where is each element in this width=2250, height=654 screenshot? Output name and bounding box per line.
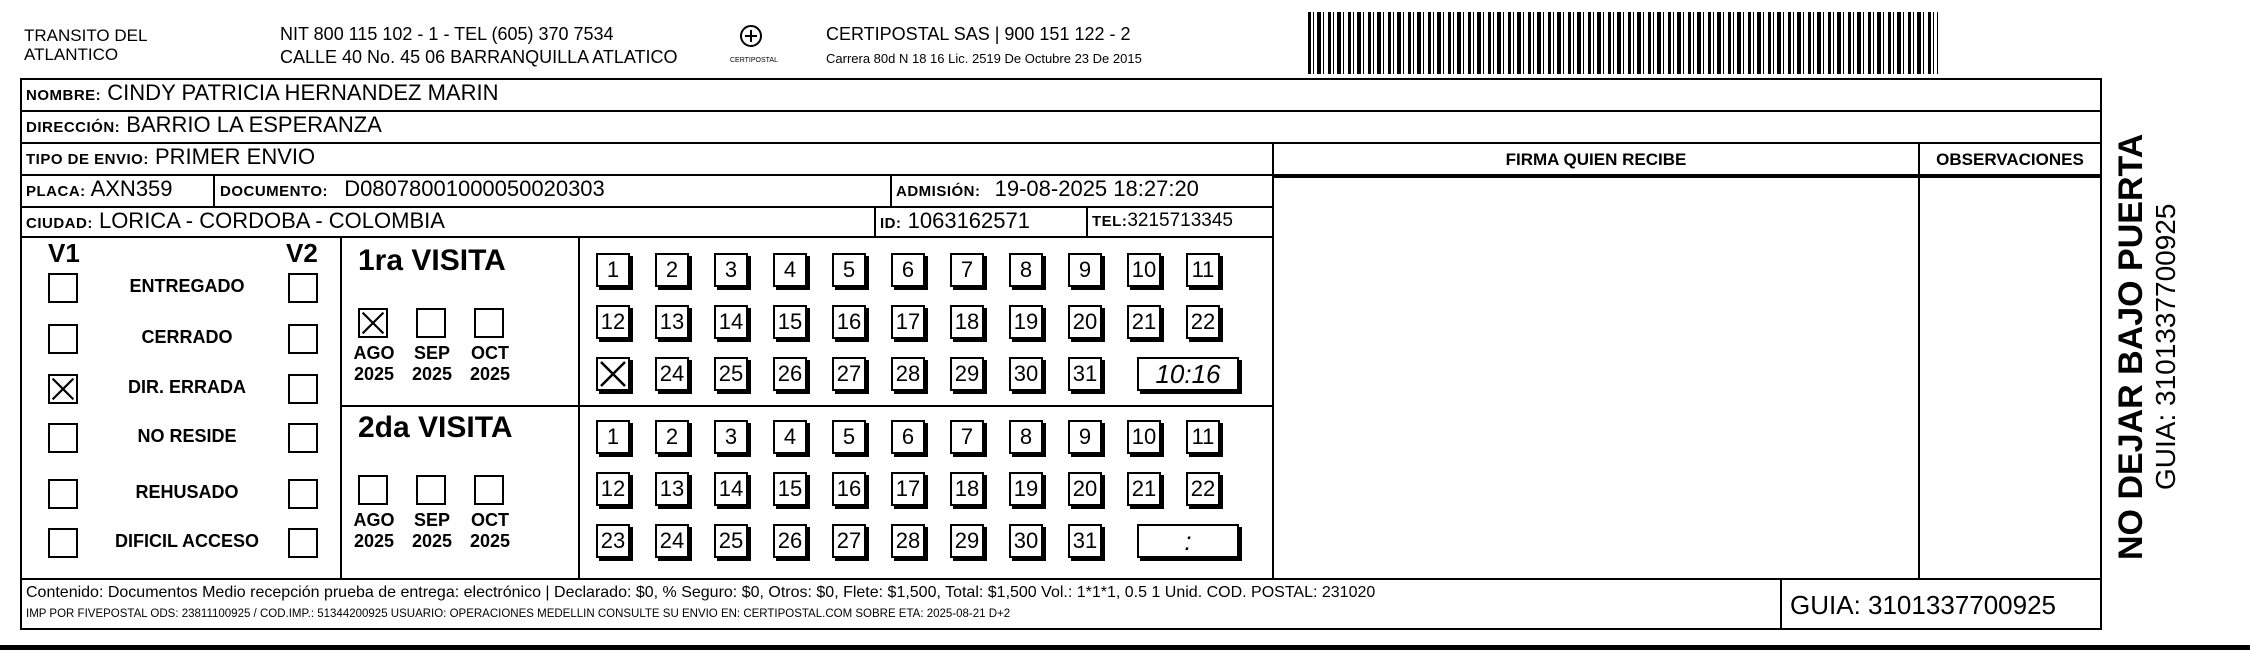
status-label: NO RESIDE <box>137 426 237 446</box>
day-box[interactable]: 23 <box>596 524 630 558</box>
day-box[interactable]: 16 <box>832 472 866 506</box>
check-mark-icon <box>50 376 76 402</box>
direccion-row <box>26 112 382 138</box>
day-box[interactable]: 1 <box>596 253 630 287</box>
logo-icon <box>736 24 766 52</box>
day-box[interactable]: 27 <box>832 524 866 558</box>
v2-checkbox[interactable] <box>288 273 318 303</box>
placa-label: PLACA: <box>26 183 86 200</box>
day-box[interactable]: 15 <box>773 305 807 339</box>
v1-checkbox[interactable] <box>48 273 78 303</box>
placa-row <box>26 176 173 202</box>
day-box[interactable]: 25 <box>714 357 748 391</box>
day-box[interactable]: 12 <box>596 472 630 506</box>
day-box[interactable]: 31 <box>1068 357 1102 391</box>
day-box[interactable]: 5 <box>832 253 866 287</box>
day-box[interactable]: 29 <box>950 524 984 558</box>
day-box[interactable]: 21 <box>1127 472 1161 506</box>
ciudad-row <box>26 208 445 234</box>
month-checkbox[interactable] <box>358 308 388 338</box>
day-box[interactable]: 28 <box>891 524 925 558</box>
day-box[interactable]: 18 <box>950 472 984 506</box>
day-box[interactable]: 9 <box>1068 253 1102 287</box>
day-box[interactable]: 12 <box>596 305 630 339</box>
firma-label: FIRMA QUIEN RECIBE <box>1505 150 1687 169</box>
documento-row <box>220 176 605 202</box>
v2-label: V2 <box>286 238 318 268</box>
day-box[interactable]: 5 <box>832 420 866 454</box>
day-box[interactable]: 3 <box>714 420 748 454</box>
month-label: AGO 2025 <box>353 343 395 384</box>
day-box[interactable]: 10 <box>1127 253 1161 287</box>
col-divider <box>1918 144 1920 580</box>
nombre-row <box>26 80 498 106</box>
col-divider <box>340 238 342 578</box>
month-label: SEP 2025 <box>411 510 453 551</box>
status-label: REHUSADO <box>135 482 239 502</box>
day-box[interactable]: 17 <box>891 472 925 506</box>
observaciones-label: OBSERVACIONES <box>1936 150 2084 169</box>
day-box[interactable]: 31 <box>1068 524 1102 558</box>
day-box[interactable]: 13 <box>655 472 689 506</box>
documento-label: DOCUMENTO: <box>220 183 329 200</box>
day-box[interactable]: 8 <box>1009 420 1043 454</box>
row-divider <box>20 142 2102 144</box>
day-box[interactable]: 15 <box>773 472 807 506</box>
row-divider <box>20 236 1272 238</box>
page-edge <box>0 645 2250 650</box>
day-box[interactable]: 4 <box>773 420 807 454</box>
status-label: DIFICIL ACCESO <box>114 531 259 551</box>
visit-title: 2da VISITA <box>358 411 513 444</box>
day-box[interactable]: 19 <box>1009 305 1043 339</box>
day-box[interactable]: 7 <box>950 420 984 454</box>
day-box[interactable]: 14 <box>714 305 748 339</box>
month-checkbox[interactable] <box>474 475 504 505</box>
barcode <box>1308 12 1938 74</box>
day-box[interactable]: 11 <box>1186 420 1220 454</box>
side-guia: GUIA: 3101337700925 <box>2150 203 2181 490</box>
day-box[interactable]: 26 <box>773 524 807 558</box>
day-box[interactable]: 22 <box>1186 472 1220 506</box>
documento-value: D08078001000050020303 <box>344 176 605 201</box>
day-box[interactable]: 28 <box>891 357 925 391</box>
month-label: SEP 2025 <box>411 343 453 384</box>
v1-label: V1 <box>48 238 80 268</box>
day-box[interactable]: 18 <box>950 305 984 339</box>
day-box[interactable]: 3 <box>714 253 748 287</box>
day-box[interactable]: 22 <box>1186 305 1220 339</box>
day-box[interactable]: 6 <box>891 420 925 454</box>
admision-label: ADMISIÓN: <box>896 183 981 200</box>
header-underline <box>1274 176 2100 178</box>
cell-divider <box>890 176 892 206</box>
v1-checkbox[interactable] <box>48 479 78 509</box>
id-value: 1063162571 <box>907 208 1030 233</box>
day-box[interactable]: 24 <box>655 524 689 558</box>
day-box[interactable]: 30 <box>1009 524 1043 558</box>
logo-text: CERTIPOSTAL <box>730 57 778 64</box>
day-box[interactable]: 20 <box>1068 472 1102 506</box>
status-label: DIR. ERRADA <box>127 377 246 397</box>
guia-footer: GUIA: 3101337700925 <box>1790 590 2056 620</box>
tel-row <box>1092 210 1233 232</box>
issuer-address: CALLE 40 No. 45 06 BARRANQUILLA ATLATICO <box>280 47 678 67</box>
v1-checkbox[interactable] <box>48 423 78 453</box>
v2-checkbox[interactable] <box>288 423 318 453</box>
placa-value: AXN359 <box>90 176 173 201</box>
day-box[interactable]: 20 <box>1068 305 1102 339</box>
time-box[interactable]: : <box>1137 524 1239 558</box>
ciudad-value: LORICA - CORDOBA - COLOMBIA <box>98 208 445 233</box>
ciudad-label: CIUDAD: <box>26 215 93 232</box>
month-checkbox[interactable] <box>474 308 504 338</box>
day-box[interactable]: 30 <box>1009 357 1043 391</box>
day-box[interactable]: 25 <box>714 524 748 558</box>
courier-name: CERTIPOSTAL SAS | 900 151 122 - 2 <box>826 24 1131 44</box>
month-label: AGO 2025 <box>353 510 395 551</box>
tipo-label: TIPO DE ENVIO: <box>26 151 149 168</box>
day-box[interactable]: 14 <box>714 472 748 506</box>
visit-title: 1ra VISITA <box>358 244 506 277</box>
day-box[interactable]: 2 <box>655 420 689 454</box>
direccion-value: BARRIO LA ESPERANZA <box>126 112 382 137</box>
day-box[interactable]: 6 <box>891 253 925 287</box>
day-box[interactable]: 19 <box>1009 472 1043 506</box>
id-label: ID: <box>880 215 902 232</box>
col-divider <box>578 238 580 578</box>
imp-text: IMP POR FIVEPOSTAL ODS: 23811100925 / COD.IMP.: 51344200925 USUARIO: OPERACIONES MEDELLIN CONSULTE SU ENVIO EN: CERTIPOSTAL.COM SOBRE ETA: 2025-08-21 D+2 <box>26 608 1011 620</box>
contenido-text: Contenido: Documentos Medio recepción prueba de entrega: electrónico | Declarado: $0, % Seguro: $0, Otros: $0, Flete: $1,500, Total: $1,500 Vol.: 1*1*1, 0.5 1 Unid. COD. POSTAL: 231020 <box>26 584 1376 601</box>
day-box[interactable]: 26 <box>773 357 807 391</box>
certipostal-logo <box>730 24 778 66</box>
cell-divider <box>874 208 876 236</box>
tel-label: TEL: <box>1092 213 1128 230</box>
v1-checkbox[interactable] <box>48 324 78 354</box>
no-dejar-bajo-puerta: NO DEJAR BAJO PUERTA <box>2112 133 2150 560</box>
status-label: CERRADO <box>141 327 233 347</box>
status-label: ENTREGADO <box>129 276 245 296</box>
v2-checkbox[interactable] <box>288 528 318 558</box>
month-label: OCT 2025 <box>469 510 511 551</box>
tel-value: 3215713345 <box>1127 210 1233 231</box>
time-box[interactable]: 10:16 <box>1137 357 1239 391</box>
courier-license: Carrera 80d N 18 16 Lic. 2519 De Octubre 23 De 2015 <box>826 51 1142 66</box>
cell-divider <box>1086 208 1088 236</box>
tipo-value: PRIMER ENVIO <box>154 144 316 169</box>
check-mark-icon <box>598 359 628 389</box>
v2-checkbox[interactable] <box>288 324 318 354</box>
admision-value: 19-08-2025 18:27:20 <box>994 176 1199 201</box>
day-box[interactable] <box>596 357 630 391</box>
month-checkbox[interactable] <box>416 308 446 338</box>
visit-divider <box>342 405 1272 407</box>
day-box[interactable]: 29 <box>950 357 984 391</box>
month-checkbox[interactable] <box>358 475 388 505</box>
nombre-label: NOMBRE: <box>26 87 102 104</box>
direccion-label: DIRECCIÓN: <box>26 119 121 136</box>
col-divider <box>1272 144 1274 580</box>
day-box[interactable]: 24 <box>655 357 689 391</box>
nombre-value: CINDY PATRICIA HERNANDEZ MARIN <box>107 80 499 105</box>
id-row <box>880 208 1030 234</box>
month-checkbox[interactable] <box>416 475 446 505</box>
day-box[interactable]: 16 <box>832 305 866 339</box>
day-box[interactable]: 4 <box>773 253 807 287</box>
issuer-nit: NIT 800 115 102 - 1 - TEL (605) 370 7534 <box>280 24 614 44</box>
day-box[interactable]: 27 <box>832 357 866 391</box>
day-box[interactable]: 10 <box>1127 420 1161 454</box>
day-box[interactable]: 2 <box>655 253 689 287</box>
v1-checkbox[interactable] <box>48 528 78 558</box>
issuer-name: TRANSITO DEL ATLANTICO <box>24 26 148 64</box>
day-box[interactable]: 9 <box>1068 420 1102 454</box>
tipo-row <box>26 144 315 170</box>
guia-divider <box>1780 580 1782 630</box>
day-box[interactable]: 17 <box>891 305 925 339</box>
day-box[interactable]: 7 <box>950 253 984 287</box>
day-box[interactable]: 1 <box>596 420 630 454</box>
v2-checkbox[interactable] <box>288 374 318 404</box>
v1-checkbox[interactable] <box>48 374 78 404</box>
footer-divider <box>20 578 2102 580</box>
day-box[interactable]: 11 <box>1186 253 1220 287</box>
day-box[interactable]: 8 <box>1009 253 1043 287</box>
cell-divider <box>213 176 215 206</box>
day-box[interactable]: 21 <box>1127 305 1161 339</box>
admision-row <box>896 176 1199 202</box>
v2-checkbox[interactable] <box>288 479 318 509</box>
check-mark-icon <box>360 310 386 336</box>
day-box[interactable]: 13 <box>655 305 689 339</box>
month-label: OCT 2025 <box>469 343 511 384</box>
